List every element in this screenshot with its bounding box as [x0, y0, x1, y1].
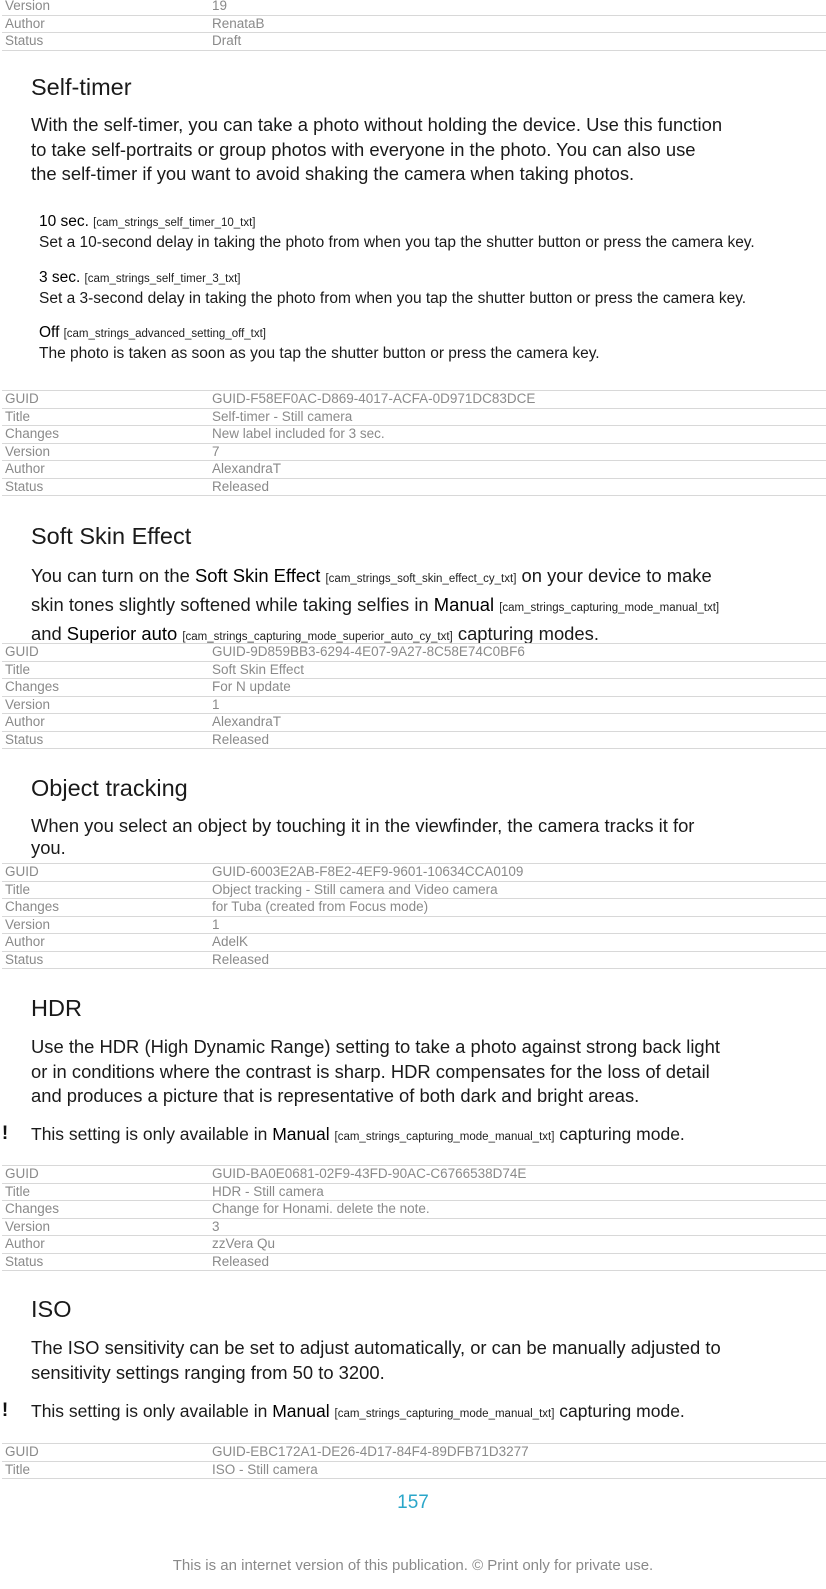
table-key: Version	[5, 0, 51, 13]
body-line: you.	[31, 837, 66, 858]
table-row	[2, 426, 826, 444]
table-key: Changes	[5, 899, 60, 914]
table-value: AlexandraT	[212, 461, 282, 476]
table-key: Status	[5, 731, 44, 747]
table-row	[2, 899, 826, 917]
table-value: GUID-6003E2AB-F8E2-4EF9-9601-10634CCA0109	[212, 864, 524, 879]
string-id: [cam_strings_capturing_mode_manual_txt]	[334, 1131, 555, 1143]
table-row	[2, 679, 826, 697]
object-tracking-body	[31, 815, 826, 859]
table-value: HDR - Still camera	[212, 1183, 324, 1199]
table-value: Draft	[212, 33, 242, 48]
option-description: Set a 3-second delay in taking the photo from when you tap the shutter button or press the camera key.	[39, 290, 747, 307]
table-row	[2, 391, 826, 409]
table-row	[2, 1462, 826, 1480]
table-key: GUID	[5, 864, 39, 879]
body-line: With the self-timer, you can take a photo without holding the device. Use this function	[31, 114, 723, 135]
table-row	[2, 1184, 826, 1202]
table-row	[2, 917, 826, 935]
table-value: for Tuba (created from Focus mode)	[212, 899, 429, 914]
table-key: Version	[5, 1218, 51, 1234]
table-row	[2, 1219, 826, 1237]
table-key: GUID	[5, 1166, 39, 1181]
table-row	[2, 644, 826, 662]
table-value: 7	[212, 443, 220, 459]
page-number: 157	[397, 1492, 429, 1513]
table-key: Status	[5, 33, 44, 48]
metadata-table-self-timer	[2, 390, 826, 496]
option-off	[39, 323, 826, 363]
hdr-body	[31, 1035, 826, 1109]
table-key: Author	[5, 934, 45, 949]
body-line: the self-timer if you want to avoid shaking the camera when taking photos.	[31, 163, 635, 184]
exclamation-icon: !	[1, 1123, 9, 1144]
section-heading-soft-skin: Soft Skin Effect	[31, 523, 192, 549]
iso-body	[31, 1336, 826, 1385]
metadata-table-top	[2, 0, 826, 51]
table-key: Author	[5, 1236, 45, 1251]
table-row	[2, 714, 826, 732]
table-key: Author	[5, 15, 45, 31]
table-row	[2, 1201, 826, 1219]
table-key: Title	[5, 1183, 31, 1199]
body-line: Use the HDR (High Dynamic Range) setting to take a photo against strong back light	[31, 1036, 720, 1057]
table-value: GUID-EBC172A1-DE26-4D17-84F4-89DFB71D3277	[212, 1444, 529, 1459]
table-key: Title	[5, 408, 31, 424]
metadata-table-hdr	[2, 1165, 826, 1271]
soft-skin-body: You can turn on the Soft Skin Effect [cam_strings_soft_skin_effect_cy_txt] on your device to make skin tones slightly softened while taking selfies in Manual [cam_strings_capturing_mode_manual_txt] and Superior auto [cam_strings_capturing_mode_superior_auto_cy_txt] capturing modes.	[31, 565, 720, 644]
table-key: Version	[5, 916, 51, 932]
table-value: RenataB	[212, 15, 265, 31]
option-term: Off	[39, 324, 60, 341]
table-key: Version	[5, 696, 51, 712]
table-row	[2, 444, 826, 462]
table-key: Author	[5, 461, 45, 476]
table-value: Object tracking - Still camera and Video camera	[212, 881, 498, 897]
ui-term: Manual	[272, 1124, 330, 1144]
exclamation-icon: !	[1, 1400, 9, 1421]
body-line: sensitivity settings ranging from 50 to 3200.	[31, 1361, 385, 1383]
table-key: Title	[5, 661, 31, 677]
table-value: Released	[212, 1253, 270, 1269]
table-value: 1	[212, 696, 220, 712]
option-3-sec	[39, 268, 826, 308]
table-row	[2, 952, 826, 970]
table-value: 1	[212, 916, 220, 932]
table-row	[2, 409, 826, 427]
option-term: 3 sec.	[39, 269, 81, 286]
table-row	[2, 461, 826, 479]
self-timer-body	[31, 113, 826, 187]
table-row	[2, 1254, 826, 1272]
section-heading-self-timer: Self-timer	[31, 74, 132, 100]
table-row	[2, 882, 826, 900]
body-line: and produces a picture that is representative of both dark and bright areas.	[31, 1085, 640, 1106]
body-line: or in conditions where the contrast is sharp. HDR compensates for the loss of detail	[31, 1060, 710, 1082]
ui-term: Superior auto	[66, 623, 178, 644]
table-row	[2, 934, 826, 952]
table-key: Changes	[5, 679, 60, 694]
table-value: For N update	[212, 679, 291, 694]
table-value: Change for Honami. delete the note.	[212, 1201, 430, 1216]
option-description: The photo is taken as soon as you tap the shutter button or press the camera key.	[39, 345, 600, 362]
table-row	[2, 697, 826, 715]
table-value: GUID-F58EF0AC-D869-4017-ACFA-0D971DC83DCE	[212, 391, 536, 406]
table-row	[2, 33, 826, 51]
table-value: 3	[212, 1218, 220, 1234]
table-key: GUID	[5, 391, 39, 406]
table-key: GUID	[5, 644, 39, 659]
table-row	[2, 662, 826, 680]
metadata-table-soft-skin	[2, 643, 826, 749]
ui-term: Soft Skin Effect	[194, 565, 321, 586]
string-id: [cam_strings_capturing_mode_manual_txt]	[334, 1408, 555, 1420]
table-value: GUID-9D859BB3-6294-4E07-9A27-8C58E74C0BF6	[212, 644, 525, 659]
metadata-table-iso	[2, 1443, 826, 1479]
table-key: Version	[5, 443, 51, 459]
table-key: Author	[5, 714, 45, 729]
table-value: 19	[212, 0, 228, 13]
table-row	[2, 732, 826, 750]
table-key: Status	[5, 951, 44, 967]
table-value: Soft Skin Effect	[212, 661, 305, 677]
option-10-sec	[39, 212, 826, 252]
table-value: New label included for 3 sec.	[212, 426, 385, 441]
table-key: Title	[5, 881, 31, 897]
string-id: [cam_strings_capturing_mode_superior_auto_cy_txt]	[182, 631, 453, 643]
string-id: [cam_strings_self_timer_10_txt]	[93, 217, 256, 229]
table-key: Status	[5, 1253, 44, 1269]
option-term: 10 sec.	[39, 213, 89, 230]
table-value: Self-timer - Still camera	[212, 408, 353, 424]
iso-note: ! This setting is only available in Manual [cam_strings_capturing_mode_manual_txt] capturing mode.	[1, 1400, 685, 1421]
metadata-table-object-tracking	[2, 863, 826, 969]
string-id: [cam_strings_capturing_mode_manual_txt]	[499, 602, 720, 614]
table-row	[2, 1236, 826, 1254]
section-heading-iso: ISO	[31, 1296, 72, 1322]
table-row	[2, 0, 826, 16]
body-line: When you select an object by touching it in the viewfinder, the camera tracks it for	[31, 815, 695, 836]
hdr-note: ! This setting is only available in Manual [cam_strings_capturing_mode_manual_txt] capturing mode.	[1, 1123, 685, 1144]
table-key: Title	[5, 1461, 31, 1477]
table-row	[2, 1166, 826, 1184]
body-line: The ISO sensitivity can be set to adjust automatically, or can be manually adjusted to	[31, 1337, 721, 1358]
table-value: Released	[212, 731, 270, 747]
ui-term: Manual	[272, 1401, 330, 1421]
table-key: Changes	[5, 1201, 60, 1216]
table-value: AlexandraT	[212, 714, 282, 729]
table-row	[2, 16, 826, 34]
body-line: to take self-portraits or group photos with everyone in the photo. You can also use	[31, 138, 696, 160]
table-value: zzVera Qu	[212, 1236, 276, 1251]
table-row	[2, 864, 826, 882]
footer-disclaimer: This is an internet version of this publication. © Print only for private use.	[172, 1557, 654, 1574]
string-id: [cam_strings_advanced_setting_off_txt]	[63, 328, 267, 340]
section-heading-hdr: HDR	[31, 995, 82, 1021]
table-key: Changes	[5, 426, 60, 441]
table-row	[2, 479, 826, 497]
table-value: Released	[212, 478, 270, 494]
table-key: Status	[5, 478, 44, 494]
table-value: Released	[212, 951, 270, 967]
table-value: GUID-BA0E0681-02F9-43FD-90AC-C6766538D74E	[212, 1166, 527, 1181]
table-value: AdelK	[212, 934, 249, 949]
section-heading-object-tracking: Object tracking	[31, 775, 188, 801]
table-value: ISO - Still camera	[212, 1461, 318, 1477]
table-key: GUID	[5, 1444, 39, 1459]
ui-term: Manual	[433, 594, 495, 615]
string-id: [cam_strings_soft_skin_effect_cy_txt]	[325, 573, 517, 585]
table-row	[2, 1444, 826, 1462]
string-id: [cam_strings_self_timer_3_txt]	[84, 273, 241, 285]
option-description: Set a 10-second delay in taking the photo from when you tap the shutter button or press the camera key.	[39, 234, 755, 251]
